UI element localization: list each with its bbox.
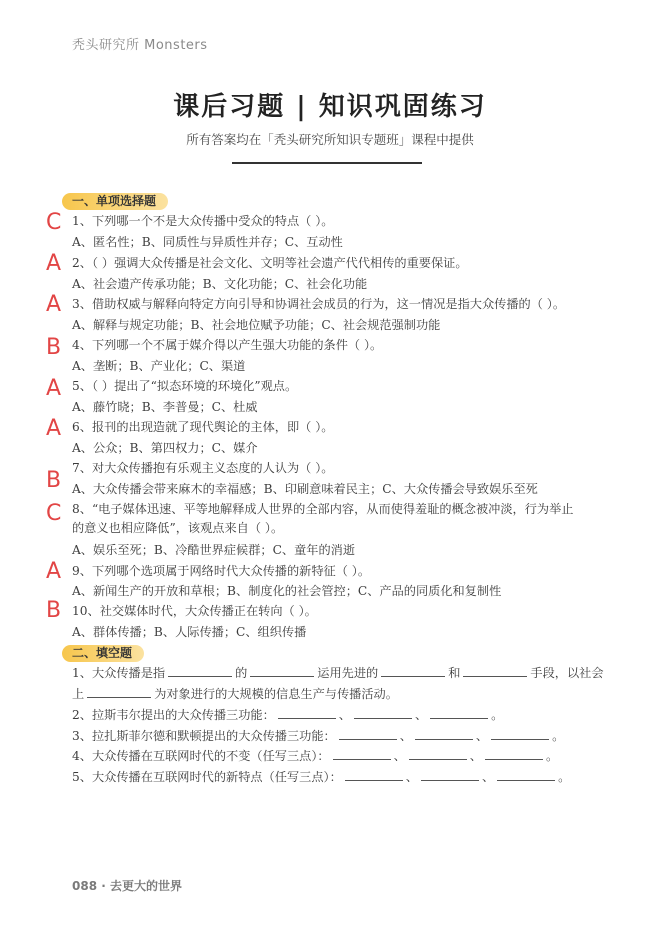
fill-question-5: 5、大众传播在互联网时代的新特点（任写三点）： 、 、 。 (72, 770, 571, 784)
question-options: A、垄断；B、产业化；C、渠道 (72, 359, 246, 373)
fill-question-1-continued: 上 为对象进行的大规模的信息生产与传播活动。 (72, 687, 398, 701)
question-stem: 1、下列哪一个不是大众传播中受众的特点（ ）。 (72, 214, 334, 228)
fill-question-1: 1、大众传播是指 的 运用先进的 和 手段，以社会 (72, 666, 604, 680)
handwritten-answer: A (46, 376, 62, 401)
question-stem: 5、（ ）提出了“拟态环境的环境化”观点。 (72, 379, 298, 393)
answer-blank[interactable] (409, 748, 467, 760)
question-options: A、公众；B、第四权力；C、媒介 (72, 441, 258, 455)
fill-question-3: 3、拉扎斯菲尔德和默顿提出的大众传播三功能： 、 、 。 (72, 729, 565, 743)
question-stem: 7、对大众传播抱有乐观主义态度的人认为（ ）。 (72, 461, 334, 475)
handwritten-answer: C (46, 210, 62, 235)
question-options: A、娱乐至死；B、冷酷世界症候群；C、童年的消逝 (72, 543, 356, 557)
answer-blank[interactable] (354, 707, 412, 719)
answer-blank[interactable] (333, 748, 391, 760)
handwritten-answer: B (46, 598, 62, 623)
question-stem: 4、下列哪一个不属于媒介得以产生强大功能的条件（ ）。 (72, 338, 383, 352)
question-stem: 6、报刊的出现造就了现代舆论的主体，即（ ）。 (72, 420, 334, 434)
answer-blank[interactable] (491, 728, 549, 740)
fill-question-4: 4、大众传播在互联网时代的不变（任写三点）： 、 、 。 (72, 749, 559, 763)
question-options: A、大众传播会带来麻木的幸福感；B、印刷意味着民主；C、大众传播会导致娱乐至死 (72, 482, 538, 496)
handwritten-answer: A (46, 559, 62, 584)
fill-question-2: 2、拉斯韦尔提出的大众传播三功能： 、 、 。 (72, 708, 504, 722)
answer-blank[interactable] (421, 769, 479, 781)
page-subtitle: 所有答案均在「秃头研究所知识专题班」课程中提供 (186, 132, 474, 147)
answer-blank[interactable] (250, 665, 314, 677)
question-stem: 10、社交媒体时代，大众传播正在转向（ ）。 (72, 604, 317, 618)
question-stem: 8、“电子媒体迅速、平等地解释成人世界的全部内容，从而使得羞耻的概念被冲淡，行为举止 (72, 502, 574, 516)
answer-blank[interactable] (463, 665, 527, 677)
question-options: A、社会遗产传承功能；B、文化功能；C、社会化功能 (72, 277, 368, 291)
handwritten-answer: C (46, 501, 62, 526)
handwritten-answer: A (46, 416, 62, 441)
question-options: A、藤竹晓；B、李普曼；C、杜威 (72, 400, 258, 414)
page-footer: 088 · 去更大的世界 (72, 879, 182, 893)
handwritten-answer: A (46, 251, 62, 276)
answer-blank[interactable] (497, 769, 555, 781)
handwritten-answer: B (46, 335, 62, 360)
answer-blank[interactable] (168, 665, 232, 677)
answer-blank[interactable] (415, 728, 473, 740)
question-options: A、群体传播；B、人际传播；C、组织传播 (72, 625, 307, 639)
title-divider (232, 162, 422, 164)
question-stem: 3、借助权威与解释向特定方向引导和协调社会成员的行为，这一情况是指大众传播的（ ）。 (72, 297, 566, 311)
question-options: A、新闻生产的开放和草根；B、制度化的社会管控；C、产品的同质化和复制性 (72, 584, 502, 598)
question-options: A、匿名性；B、同质性与异质性并存；C、互动性 (72, 235, 343, 249)
answer-blank[interactable] (430, 707, 488, 719)
brand-header: 秃头研究所 Monsters (72, 38, 208, 53)
question-options: A、解释与规定功能；B、社会地位赋予功能；C、社会规范强制功能 (72, 318, 441, 332)
section-heading-choice: 一、单项选择题 (62, 193, 168, 210)
answer-blank[interactable] (345, 769, 403, 781)
answer-blank[interactable] (381, 665, 445, 677)
answer-blank[interactable] (485, 748, 543, 760)
handwritten-answer: A (46, 292, 62, 317)
question-stem: 2、（ ）强调大众传播是社会文化、文明等社会遗产代代相传的重要保证。 (72, 256, 468, 270)
question-stem: 9、下列哪个选项属于网络时代大众传播的新特征（ ）。 (72, 564, 371, 578)
answer-blank[interactable] (87, 686, 151, 698)
answer-blank[interactable] (339, 728, 397, 740)
answer-blank[interactable] (278, 707, 336, 719)
handwritten-answer: B (46, 468, 62, 493)
question-stem-continued: 的意义也相应降低”，该观点来自（ ）。 (72, 521, 284, 535)
section-heading-fill: 二、填空题 (62, 645, 144, 662)
page-title: 课后习题 | 知识巩固练习 (173, 92, 487, 122)
